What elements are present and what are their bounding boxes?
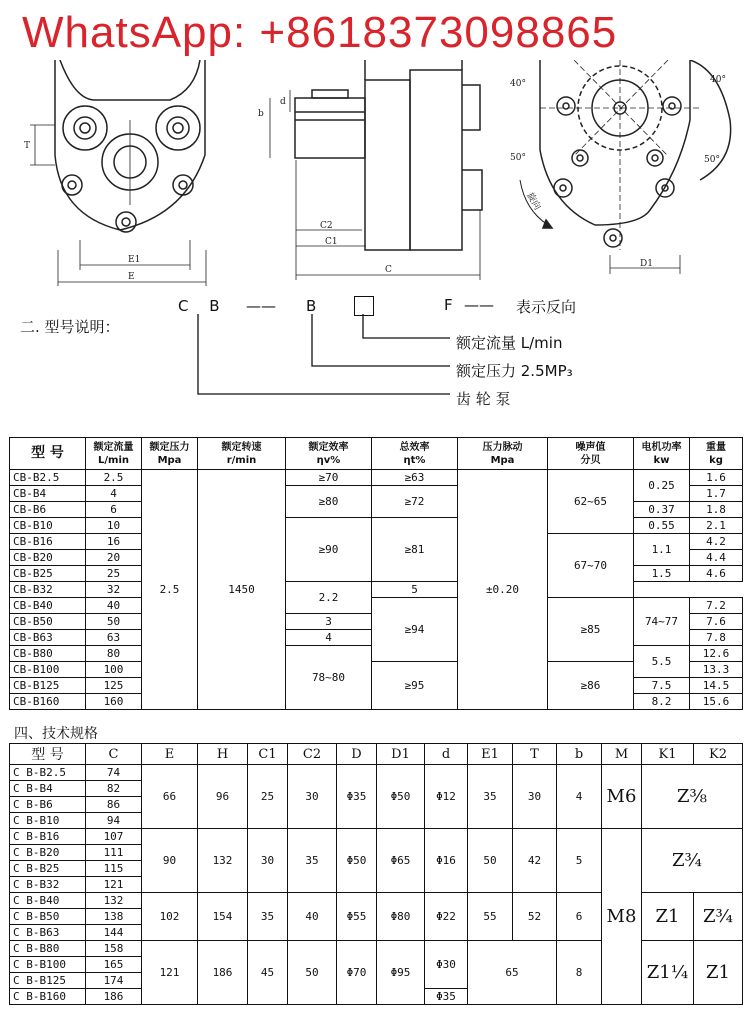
flow-cell: 10 <box>86 518 142 534</box>
dim-t-label: T <box>24 141 31 151</box>
weight-cell: 1.7 <box>690 486 743 502</box>
table-row <box>10 829 743 845</box>
flow-cell: 6 <box>86 502 142 518</box>
flow-cell: 125 <box>86 678 142 694</box>
e1-cell: 35 <box>468 765 513 829</box>
c-cell: 74 <box>86 765 142 781</box>
dim-e-label: E <box>128 272 135 282</box>
eff-t-cell: ≥72 <box>372 486 458 518</box>
model-cell: C B-B2.5 <box>10 765 86 781</box>
model-cell: C B-B50 <box>10 909 86 925</box>
header-volumetric-efficiency: 额定效率 ηv% <box>286 438 372 470</box>
header-noise: 噪声值 分贝 <box>548 438 634 470</box>
t-cell: 30 <box>513 765 557 829</box>
d-small-cell: Φ16 <box>425 829 468 893</box>
header-pressure: 额定压力 Mpa <box>142 438 198 470</box>
t-cell: 52 <box>513 893 557 941</box>
dim-c1-label: C1 <box>325 237 338 247</box>
eff-t-cell: ≥85 <box>548 598 634 662</box>
spec-header-k1: K1 <box>642 744 694 765</box>
c-cell: 174 <box>86 973 142 989</box>
power-cell: 1.5 <box>634 566 690 582</box>
model-cell: CB-B125 <box>10 678 86 694</box>
model-cell: CB-B20 <box>10 550 86 566</box>
header-speed: 额定转速 r/min <box>198 438 286 470</box>
angle-50-right-label: 50° <box>704 155 720 165</box>
h-cell: 96 <box>198 765 248 829</box>
model-cell: CB-B80 <box>10 646 86 662</box>
whatsapp-watermark: WhatsApp: +8618373098865 <box>22 8 618 57</box>
eff-v-cell: ≥90 <box>286 518 372 582</box>
d-small-cell: Φ35 <box>425 989 468 1005</box>
k1-cell: Z1 <box>642 893 694 941</box>
code-b: B <box>306 297 317 315</box>
c-cell: 132 <box>86 893 142 909</box>
weight-cell: 7.8 <box>690 630 743 646</box>
flange-view-drawing <box>520 60 731 274</box>
model-cell: C B-B63 <box>10 925 86 941</box>
c-cell: 165 <box>86 957 142 973</box>
c-cell: 138 <box>86 909 142 925</box>
dim-c2-label: C2 <box>320 221 333 231</box>
spec-header-c2: C2 <box>288 744 337 765</box>
c2-cell: 30 <box>288 765 337 829</box>
e1-cell: 55 <box>468 893 513 941</box>
legend-leader-lines <box>0 292 750 432</box>
weight-cell: 1.8 <box>690 502 743 518</box>
table-row <box>10 598 743 614</box>
weight-cell: 5 <box>372 582 458 598</box>
power-cell: 3 <box>286 614 372 630</box>
eff-v-cell: ≥80 <box>286 486 372 518</box>
model-cell: C B-B80 <box>10 941 86 957</box>
weight-cell: 13.3 <box>690 662 743 678</box>
legend-reverse: 表示反向 <box>516 298 577 316</box>
d-cell: Φ35 <box>337 765 377 829</box>
spec-header-e: E <box>142 744 198 765</box>
b-cell: 6 <box>557 893 602 941</box>
h-cell: 186 <box>198 941 248 1005</box>
model-cell: C B-B16 <box>10 829 86 845</box>
weight-cell: 1.6 <box>690 470 743 486</box>
power-cell: 1.1 <box>634 534 690 566</box>
eff-v-cell: ≥95 <box>372 662 458 710</box>
eff-v-cell: ≥70 <box>286 470 372 486</box>
k-cell: Z¾ <box>642 829 743 893</box>
header-flow: 额定流量 L/min <box>86 438 142 470</box>
pressure-cell: 2.5 <box>142 470 198 710</box>
flow-cell: 2.5 <box>86 470 142 486</box>
c2-cell: 50 <box>288 941 337 1005</box>
c-cell: 144 <box>86 925 142 941</box>
e-cell: 121 <box>142 941 198 1005</box>
c-cell: 94 <box>86 813 142 829</box>
header-pulsation: 压力脉动 Mpa <box>458 438 548 470</box>
flow-cell: 160 <box>86 694 142 710</box>
e1-cell: 50 <box>468 829 513 893</box>
k2-cell: Z¾ <box>694 893 743 941</box>
model-cell: CB-B2.5 <box>10 470 86 486</box>
m-cell: M6 <box>602 765 642 829</box>
d1-cell: Φ80 <box>377 893 425 941</box>
d-small-cell: Φ12 <box>425 765 468 829</box>
t-cell: 42 <box>513 829 557 893</box>
legend-f: F <box>444 296 453 314</box>
power-cell: 2.2 <box>286 582 372 614</box>
model-cell: C B-B25 <box>10 861 86 877</box>
weight-cell: 2.1 <box>690 518 743 534</box>
spec-header-row <box>10 744 743 765</box>
c1-cell: 45 <box>248 941 288 1005</box>
code-cb: C B <box>178 297 228 315</box>
c-cell: 82 <box>86 781 142 797</box>
table-row <box>10 470 743 486</box>
spec-header-e1: E1 <box>468 744 513 765</box>
k1-cell: Z1¼ <box>642 941 694 1005</box>
pump-drawings <box>0 60 750 292</box>
spec-header-t: T <box>513 744 557 765</box>
angle-50-left-label: 50° <box>510 153 526 163</box>
header-motor-power: 电机功率 kw <box>634 438 690 470</box>
weight-cell: 12.6 <box>690 646 743 662</box>
header-total-efficiency: 总效率 ηt% <box>372 438 458 470</box>
header-model: 型 号 <box>10 438 86 470</box>
flow-cell: 63 <box>86 630 142 646</box>
spec-header-c: C <box>86 744 142 765</box>
eff-t-cell: ≥86 <box>548 662 634 710</box>
weight-cell: 4.4 <box>690 550 743 566</box>
e-cell: 90 <box>142 829 198 893</box>
d-small-cell: Φ22 <box>425 893 468 941</box>
flow-cell: 16 <box>86 534 142 550</box>
spec-header-c1: C1 <box>248 744 288 765</box>
weight-cell: 15.6 <box>690 694 743 710</box>
e1-t-cell: 65 <box>468 941 557 1005</box>
dim-b-label: b <box>258 109 264 119</box>
model-cell: C B-B20 <box>10 845 86 861</box>
legend-pump: 齿 轮 泵 <box>456 390 511 408</box>
model-cell: CB-B63 <box>10 630 86 646</box>
model-cell: C B-B125 <box>10 973 86 989</box>
d1-cell: Φ95 <box>377 941 425 1005</box>
model-cell: C B-B100 <box>10 957 86 973</box>
noise-cell: 67~70 <box>548 534 634 598</box>
header-weight: 重量 kg <box>690 438 743 470</box>
model-cell: CB-B10 <box>10 518 86 534</box>
flow-cell: 4 <box>86 486 142 502</box>
spec-header-d-small: d <box>425 744 468 765</box>
c1-cell: 35 <box>248 893 288 941</box>
speed-cell: 1450 <box>198 470 286 710</box>
power-cell: 5.5 <box>634 646 690 678</box>
table-row <box>10 518 743 534</box>
dim-e1-label: E1 <box>128 255 141 265</box>
designation-title: 二. 型号说明： <box>20 318 120 336</box>
spec-header-h: H <box>198 744 248 765</box>
table-row <box>10 662 743 678</box>
c-cell: 186 <box>86 989 142 1005</box>
flow-cell: 50 <box>86 614 142 630</box>
c-cell: 115 <box>86 861 142 877</box>
c-cell: 158 <box>86 941 142 957</box>
d1-cell: Φ50 <box>377 765 425 829</box>
spec-header-d: D <box>337 744 377 765</box>
performance-table <box>9 437 743 710</box>
legend-pressure: 额定压力 2.5MP₃ <box>456 362 573 380</box>
c-cell: 121 <box>86 877 142 893</box>
noise-cell: 78~80 <box>286 646 372 710</box>
eff-t-cell: ≥81 <box>372 518 458 582</box>
dim-c-label: C <box>385 265 392 275</box>
table-row <box>10 765 743 781</box>
e-cell: 66 <box>142 765 198 829</box>
dim-d-label: d <box>280 97 286 107</box>
side-view-drawing <box>270 60 482 280</box>
legend-f-dash: —— <box>464 296 494 314</box>
model-cell: CB-B6 <box>10 502 86 518</box>
power-cell: 8.2 <box>634 694 690 710</box>
h-cell: 154 <box>198 893 248 941</box>
pulsation-cell: ±0.20 <box>458 470 548 710</box>
e-cell: 102 <box>142 893 198 941</box>
spec-header-b: b <box>557 744 602 765</box>
dim-d1-label: D1 <box>640 259 653 269</box>
m-cell: M8 <box>602 829 642 1005</box>
specifications-table <box>9 743 743 1005</box>
c2-cell: 40 <box>288 893 337 941</box>
section-4-title: 四、技术规格 <box>14 726 98 742</box>
k2-cell: Z1 <box>694 941 743 1005</box>
c-cell: 107 <box>86 829 142 845</box>
power-cell: 7.5 <box>634 678 690 694</box>
model-cell: C B-B160 <box>10 989 86 1005</box>
power-cell: 0.37 <box>634 502 690 518</box>
model-cell: C B-B10 <box>10 813 86 829</box>
model-cell: CB-B32 <box>10 582 86 598</box>
weight-cell: 7.2 <box>690 598 743 614</box>
power-cell: 0.55 <box>634 518 690 534</box>
weight-cell: 4.2 <box>690 534 743 550</box>
c1-cell: 25 <box>248 765 288 829</box>
c-cell: 86 <box>86 797 142 813</box>
model-designation-legend <box>0 292 750 432</box>
h-cell: 132 <box>198 829 248 893</box>
model-cell: CB-B160 <box>10 694 86 710</box>
model-cell: C B-B6 <box>10 797 86 813</box>
k-cell: Z⅜ <box>642 765 743 829</box>
flow-cell: 25 <box>86 566 142 582</box>
model-cell: C B-B4 <box>10 781 86 797</box>
legend-flow: 额定流量 L/min <box>456 334 563 352</box>
model-cell: CB-B4 <box>10 486 86 502</box>
front-view-drawing <box>30 60 206 286</box>
d-cell: Φ70 <box>337 941 377 1005</box>
spec-header-k2: K2 <box>694 744 743 765</box>
weight-cell: 7.6 <box>690 614 743 630</box>
model-cell: C B-B32 <box>10 877 86 893</box>
performance-header-row <box>10 438 743 470</box>
d-small-cell: Φ30 <box>425 941 468 989</box>
angle-40-right-label: 40° <box>710 75 726 85</box>
flow-cell: 20 <box>86 550 142 566</box>
flow-cell: 100 <box>86 662 142 678</box>
noise-cell: 74~77 <box>634 598 690 646</box>
model-cell: CB-B50 <box>10 614 86 630</box>
eff-t-cell: ≥63 <box>372 470 458 486</box>
eff-v-cell: ≥94 <box>372 598 458 662</box>
weight-cell: 14.5 <box>690 678 743 694</box>
spec-header-m: M <box>602 744 642 765</box>
rotation-label: 旋向 <box>524 191 543 212</box>
model-cell: CB-B100 <box>10 662 86 678</box>
model-cell: CB-B25 <box>10 566 86 582</box>
b-cell: 5 <box>557 829 602 893</box>
spec-header-d1: D1 <box>377 744 425 765</box>
d-cell: Φ55 <box>337 893 377 941</box>
model-cell: C B-B40 <box>10 893 86 909</box>
weight-cell: 4.6 <box>690 566 743 582</box>
spec-header-model: 型 号 <box>10 744 86 765</box>
noise-cell: 62~65 <box>548 470 634 534</box>
b-cell: 8 <box>557 941 602 1005</box>
flow-cell: 40 <box>86 598 142 614</box>
c-cell: 111 <box>86 845 142 861</box>
d1-cell: Φ65 <box>377 829 425 893</box>
b-cell: 4 <box>557 765 602 829</box>
d-cell: Φ50 <box>337 829 377 893</box>
flow-cell: 32 <box>86 582 142 598</box>
c2-cell: 35 <box>288 829 337 893</box>
model-cell: CB-B40 <box>10 598 86 614</box>
angle-40-left-label: 40° <box>510 79 526 89</box>
flow-cell: 80 <box>86 646 142 662</box>
power-cell: 0.25 <box>634 470 690 502</box>
model-cell: CB-B16 <box>10 534 86 550</box>
code-dash: —— <box>246 297 276 315</box>
c1-cell: 30 <box>248 829 288 893</box>
power-cell: 4 <box>286 630 372 646</box>
